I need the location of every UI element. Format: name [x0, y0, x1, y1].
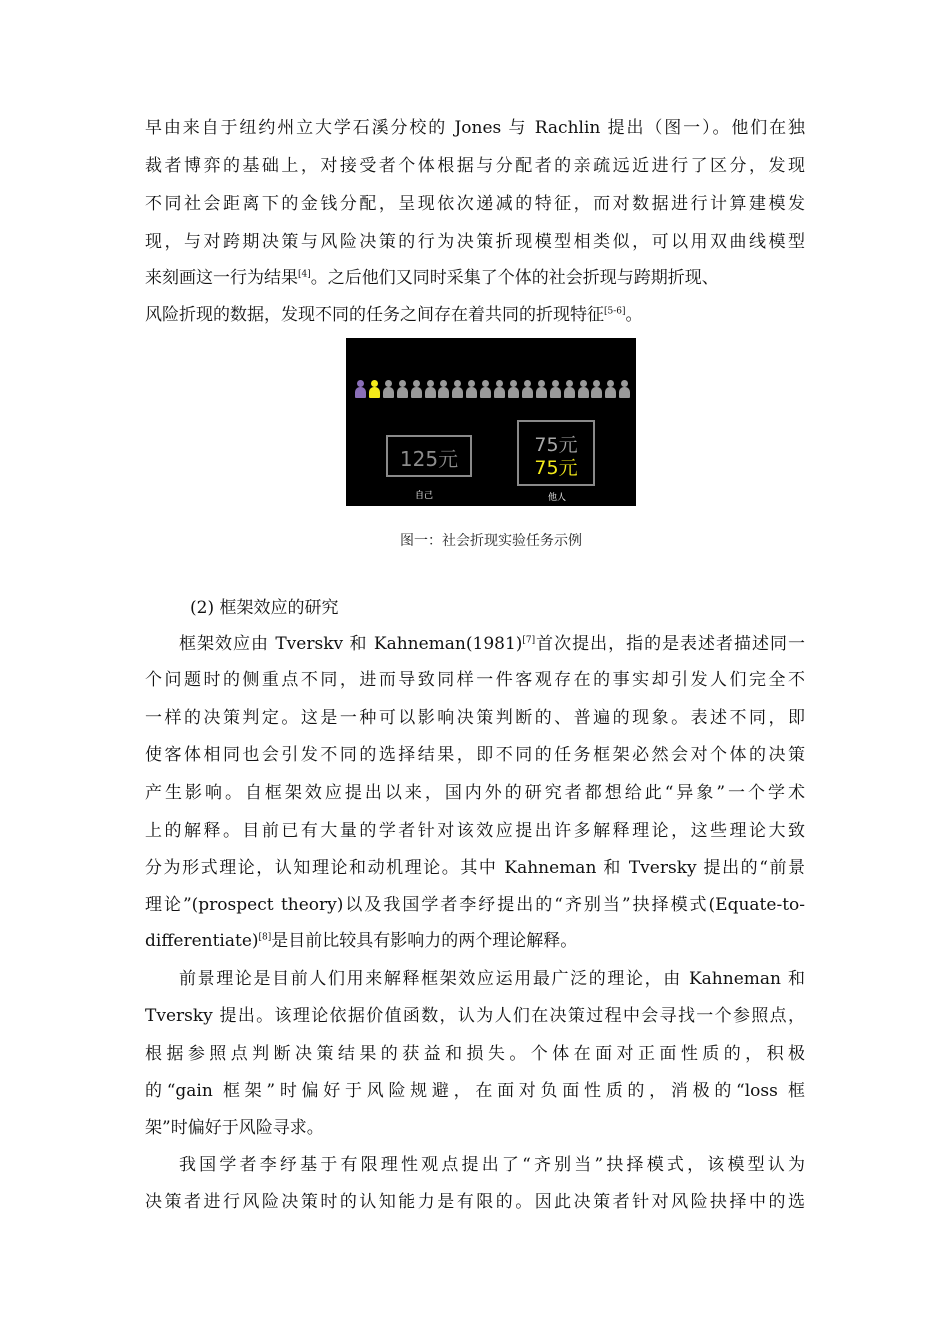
paragraph-line: 产生影响。自框架效应提出以来，国内外的研究者都想给此“异象”一个学术: [145, 783, 805, 803]
other-label: 他人: [548, 493, 567, 503]
person-icon: [437, 380, 449, 400]
person-icon: [549, 380, 561, 400]
text-run: differentiate): [145, 931, 259, 951]
person-icon: [382, 380, 394, 400]
text-run: 风险折现的数据，发现不同的任务之间存在着共同的折现特征: [145, 305, 604, 325]
paragraph-line: [145, 305, 805, 325]
person-icon: [535, 380, 547, 400]
text-run: 。: [625, 305, 643, 325]
paragraph-line: 使客体相同也会引发不同的选择结果，即不同的任务框架必然会对个体的决策: [145, 745, 805, 765]
person-icon: [354, 380, 366, 400]
paragraph-line: Tversky 提出。该理论依据价值函数，认为人们在决策过程中会寻找一个参照点，: [145, 1006, 805, 1026]
person-icon: [368, 380, 380, 400]
paragraph-line: 个问题时的侧重点不同，进而导致同样一件客观存在的事实却引发人们完全不: [145, 670, 805, 690]
paragraph-line: 前景理论是目前人们用来解释框架效应运用最广泛的理论，由 Kahneman 和: [179, 969, 805, 989]
paragraph-line: 裁者博弈的基础上，对接受者个体根据与分配者的亲疏远近进行了区分，发现: [145, 156, 805, 176]
text-run: 首次提出，指的是表述者描述同一: [535, 634, 805, 654]
paragraph-line: 现，与对跨期决策与风险决策的行为决策折现模型相类似，可以用双曲线模型: [145, 232, 805, 252]
person-icon: [493, 380, 505, 400]
person-icon: [604, 380, 616, 400]
paragraph-line: [145, 931, 805, 951]
text-run: 。之后他们又同时采集了个体的社会折现与跨期折现、: [310, 268, 719, 288]
person-icon: [451, 380, 463, 400]
paragraph-line: 一样的决策判定。这是一种可以影响决策判断的、普遍的现象。表述不同，即: [145, 708, 805, 728]
self-amount-box: [386, 435, 472, 477]
paragraph-line: 分为形式理论，认知理论和动机理论。其中 Kahneman 和 Tversky 提出的“前景: [145, 858, 805, 878]
person-icon: [577, 380, 589, 400]
paragraph-line: 上的解释。目前已有大量的学者针对该效应提出许多解释理论，这些理论大致: [145, 821, 805, 841]
other-amount-bottom: 75元: [534, 457, 578, 479]
paragraph-line: 的“gain 框架”时偏好于风险规避，在面对负面性质的，消极的“loss 框: [145, 1081, 805, 1101]
paragraph-line: 理论”(prospect theory)以及我国学者李纾提出的“齐别当”抉择模式(Equate-to-: [145, 895, 805, 915]
figure-caption: 图一：社会折现实验任务示例: [400, 533, 582, 549]
person-icon: [590, 380, 602, 400]
paragraph-line: 架”时偏好于风险寻求。: [145, 1118, 324, 1138]
person-icon: [424, 380, 436, 400]
person-icon: [618, 380, 630, 400]
person-icon: [521, 380, 533, 400]
paragraph-line: [179, 634, 805, 654]
other-amount-box: [517, 420, 595, 486]
person-icon: [507, 380, 519, 400]
text-run: 来刻画这一行为结果: [145, 268, 298, 288]
paragraph-line: 不同社会距离下的金钱分配，呈现依次递减的特征，而对数据进行计算建模发: [145, 194, 805, 214]
person-icon: [465, 380, 477, 400]
self-label: 自己: [415, 491, 434, 501]
paragraph-line: 根据参照点判断决策结果的获益和损失。个体在面对正面性质的，积极: [145, 1044, 805, 1064]
person-icon: [479, 380, 491, 400]
text-run: 框架效应由 Tverskv 和 Kahneman(1981): [179, 634, 523, 654]
person-icon: [410, 380, 422, 400]
paragraph-line: 决策者进行风险决策时的认知能力是有限的。因此决策者针对风险抉择中的选: [145, 1192, 805, 1212]
person-icon: [396, 380, 408, 400]
paragraph-line: [145, 268, 805, 288]
paragraph-line: 我国学者李纾基于有限理性观点提出了“齐别当”抉择模式，该模型认为: [179, 1155, 805, 1175]
citation: [5-6]: [604, 306, 626, 317]
person-icon: [563, 380, 575, 400]
self-amount: 125元: [399, 447, 459, 471]
other-amount-top: 75元: [534, 434, 578, 456]
paragraph-line: 早由来自于纽约州立大学石溪分校的 Jones 与 Rachlin 提出（图一）。他们在独: [145, 118, 805, 138]
citation: [4]: [298, 269, 311, 280]
text-run: 是目前比较具有影响力的两个理论解释。: [271, 931, 578, 951]
citation: [7]: [522, 635, 536, 646]
section-heading: (2) 框架效应的研究: [190, 598, 339, 618]
social-discount-figure: [346, 338, 636, 506]
person-row: [354, 380, 630, 400]
citation: [8]: [258, 932, 272, 943]
